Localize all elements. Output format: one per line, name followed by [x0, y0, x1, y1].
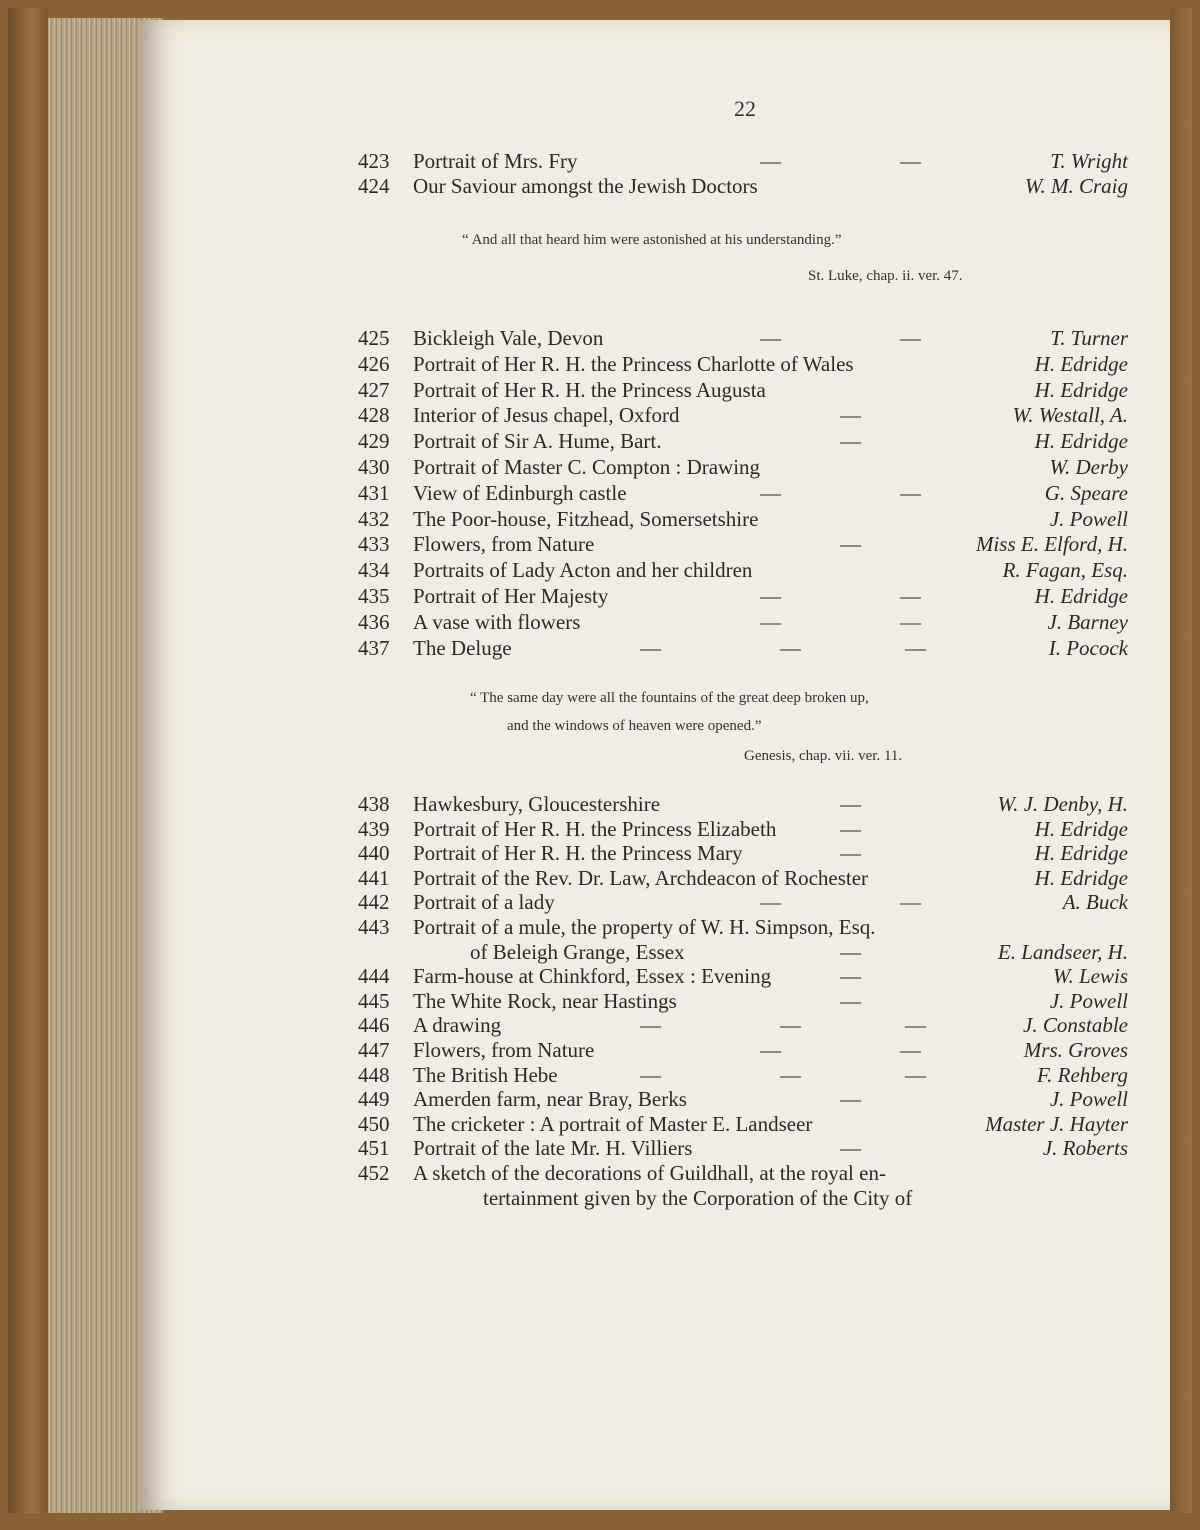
entry-title: A drawing: [413, 1013, 502, 1038]
entry-number: 440: [358, 841, 390, 866]
entry-title: Portrait of the Rev. Dr. Law, Archdeacon of Rochester: [413, 865, 869, 890]
entry-number: 430: [358, 455, 390, 479]
entry-title: A sketch of the decorations of Guildhall, at the royal en-: [413, 1161, 886, 1185]
entry-artist: Miss E. Elford, H.: [975, 532, 1128, 557]
entry-artist: H. Edridge: [1034, 865, 1128, 890]
catalogue-entry: [358, 324, 1128, 352]
entry-title: Our Saviour amongst the Jewish Doctors: [413, 174, 758, 198]
entry-title: Portrait of Her R. H. the Princess Elizabeth: [413, 816, 777, 841]
quote-luke: “ And all that heard him were astonished at his understanding.”: [462, 232, 842, 248]
entry-artist: J. Roberts: [1042, 1136, 1128, 1161]
entry-number: 433: [358, 532, 390, 557]
leader-dash: —: [760, 480, 781, 505]
catalogue-entry: [358, 147, 1128, 175]
entry-title: Flowers, from Nature: [413, 1038, 595, 1062]
leader-dash: —: [840, 532, 861, 557]
entry-artist: F. Rehberg: [1037, 1062, 1128, 1087]
entry-number: 445: [358, 988, 390, 1013]
leader-dash: —: [840, 939, 861, 964]
leader-dash: —: [900, 326, 921, 350]
entry-number: 427: [358, 377, 390, 402]
catalogue-entry: [358, 401, 1128, 429]
entry-number: 434: [358, 558, 390, 583]
leader-dash: —: [840, 403, 861, 428]
entry-title: Portrait of a lady: [413, 890, 555, 915]
entry-number: 425: [358, 326, 390, 350]
entry-number: 428: [358, 403, 390, 428]
entry-number: 435: [358, 584, 390, 608]
leader-dash: —: [760, 149, 781, 173]
entry-title: Portraits of Lady Acton and her children: [413, 558, 753, 583]
leader-dash: —: [760, 584, 781, 608]
entry-title: The Deluge: [413, 635, 512, 660]
entry-artist: A. Buck: [1062, 890, 1128, 915]
entry-number: 452: [358, 1161, 390, 1185]
entry-number: 446: [358, 1013, 390, 1038]
leader-dash: —: [840, 841, 861, 866]
leader-dash: —: [900, 149, 921, 173]
entry-artist: J. Powell: [1049, 1087, 1128, 1112]
entry-number: 424: [358, 174, 390, 198]
entry-artist: H. Edridge: [1034, 351, 1128, 376]
leader-dash: —: [840, 1136, 861, 1161]
entry-number: 436: [358, 609, 390, 634]
entry-title: Bickleigh Vale, Devon: [413, 326, 604, 350]
leader-dash: —: [640, 1062, 661, 1087]
entry-number: 450: [358, 1111, 390, 1136]
entry-number: 437: [358, 635, 390, 660]
entry-title: The cricketer : A portrait of Master E. Landseer: [413, 1111, 813, 1136]
catalogue-entry: [358, 172, 1128, 200]
entry-artist: T. Turner: [1050, 326, 1128, 350]
entry-title: Portrait of Her R. H. the Princess Mary: [413, 841, 743, 866]
entry-title: Portrait of Master C. Compton : Drawing: [413, 455, 761, 479]
leader-dash: —: [840, 816, 861, 841]
entry-artist: I. Pocock: [1048, 635, 1128, 660]
entry-number: 431: [358, 480, 390, 505]
leader-dash: —: [900, 1038, 921, 1062]
leader-dash: —: [900, 890, 921, 915]
citation-genesis: Genesis, chap. vii. ver. 11.: [744, 748, 903, 764]
entry-artist: J. Constable: [1023, 1013, 1128, 1038]
entry-artist: H. Edridge: [1034, 816, 1128, 841]
entry-artist: G. Speare: [1044, 480, 1128, 505]
entry-title: Portrait of a mule, the property of W. H. Simpson, Esq.: [413, 915, 876, 939]
entry-title: of Beleigh Grange, Essex: [470, 939, 685, 964]
entry-title: Portrait of Her Majesty: [413, 584, 609, 608]
entry-title: Portrait of Sir A. Hume, Bart.: [413, 429, 662, 454]
entry-number: 441: [358, 865, 390, 890]
entry-title: Farm-house at Chinkford, Essex : Evening: [413, 964, 772, 989]
catalogue-entry: [358, 556, 1128, 584]
catalogue-entry: [358, 634, 1128, 662]
leader-dash: —: [760, 890, 781, 915]
leader-dash: —: [640, 1013, 661, 1038]
entry-number: 423: [358, 149, 390, 173]
entry-title: A vase with flowers: [413, 609, 581, 634]
leader-dash: —: [840, 792, 861, 816]
quote-genesis-line2: and the windows of heaven were opened.”: [507, 718, 762, 734]
leader-dash: —: [760, 1038, 781, 1062]
entry-title: Flowers, from Nature: [413, 532, 595, 557]
entry-title: Portrait of Mrs. Fry: [413, 149, 578, 173]
leader-dash: —: [780, 1013, 801, 1038]
entry-artist: J. Powell: [1049, 988, 1128, 1013]
leader-dash: —: [760, 609, 781, 634]
leader-dash: —: [900, 480, 921, 505]
entry-artist: H. Edridge: [1034, 429, 1128, 454]
leader-dash: —: [840, 964, 861, 989]
entry-title: The White Rock, near Hastings: [413, 988, 677, 1013]
cover-board-left: [8, 8, 48, 1513]
entry-artist: W. Lewis: [1052, 964, 1128, 989]
entry-number: 432: [358, 506, 390, 531]
citation-luke: St. Luke, chap. ii. ver. 47.: [808, 268, 963, 284]
catalogue-entry: [358, 350, 1128, 378]
entry-title: The British Hebe: [413, 1062, 558, 1087]
entry-number: 443: [358, 915, 390, 939]
entry-artist: H. Edridge: [1034, 841, 1128, 866]
entry-artist: Mrs. Groves: [1023, 1038, 1128, 1062]
leader-dash: —: [840, 429, 861, 454]
entry-number: 438: [358, 792, 390, 816]
entry-artist: J. Powell: [1049, 506, 1128, 531]
entry-artist: W. Derby: [1049, 455, 1128, 479]
entry-artist: T. Wright: [1050, 149, 1128, 173]
entry-title: Hawkesbury, Gloucestershire: [413, 792, 661, 816]
entry-title: Amerden farm, near Bray, Berks: [413, 1087, 687, 1112]
leader-dash: —: [780, 635, 801, 660]
entry-artist: E. Landseer, H.: [997, 939, 1128, 964]
entry-number: 442: [358, 890, 390, 915]
catalogue-entry: [358, 505, 1128, 533]
entry-artist: W. M. Craig: [1024, 174, 1128, 198]
catalogue-entry: [358, 376, 1128, 404]
entry-number: 426: [358, 351, 390, 376]
entry-artist: W. Westall, A.: [1012, 403, 1128, 428]
entry-number: 439: [358, 816, 390, 841]
entry-title: Portrait of Her R. H. the Princess Charlotte of Wales: [413, 351, 854, 376]
entry-title: View of Edinburgh castle: [413, 480, 627, 505]
catalogue-entry: [358, 427, 1128, 455]
leader-dash: —: [900, 584, 921, 608]
catalogue-entry: [358, 453, 1128, 481]
entry-number: 429: [358, 429, 390, 454]
entry-artist: H. Edridge: [1034, 584, 1128, 608]
leader-dash: —: [905, 635, 926, 660]
catalogue-entry: [358, 608, 1128, 636]
entry-title: Interior of Jesus chapel, Oxford: [413, 403, 680, 428]
page-number: 22: [734, 96, 756, 121]
entry-number: 447: [358, 1038, 390, 1062]
entry-number: 444: [358, 964, 390, 989]
leader-dash: —: [905, 1062, 926, 1087]
entry-title: Portrait of the late Mr. H. Villiers: [413, 1136, 693, 1161]
entry-number: 451: [358, 1136, 390, 1161]
entry-number: 449: [358, 1087, 390, 1112]
entry-title: The Poor-house, Fitzhead, Somersetshire: [413, 506, 759, 531]
entry-number: 448: [358, 1062, 390, 1087]
entry-artist: H. Edridge: [1034, 377, 1128, 402]
leader-dash: —: [640, 635, 661, 660]
catalogue-entry: [358, 582, 1128, 610]
entry-artist: J. Barney: [1047, 609, 1128, 634]
quote-genesis-line1: “ The same day were all the fountains of the great deep broken up,: [470, 690, 869, 706]
entry-artist: R. Fagan, Esq.: [1002, 558, 1128, 583]
catalogue-entry: [358, 479, 1128, 507]
entry-artist: Master J. Hayter: [985, 1111, 1128, 1136]
leader-dash: —: [760, 326, 781, 350]
leader-dash: —: [840, 988, 861, 1013]
leader-dash: —: [905, 1013, 926, 1038]
catalogue-entry: [358, 1184, 1128, 1212]
leader-dash: —: [900, 609, 921, 634]
entry-artist: W. J. Denby, H.: [997, 792, 1128, 816]
entry-title: tertainment given by the Corporation of the City of: [483, 1185, 913, 1210]
leader-dash: —: [780, 1062, 801, 1087]
leader-dash: —: [840, 1087, 861, 1112]
cover-board-right: [1170, 8, 1192, 1513]
catalogue-entry: [358, 530, 1128, 558]
entry-title: Portrait of Her R. H. the Princess Augusta: [413, 377, 766, 402]
